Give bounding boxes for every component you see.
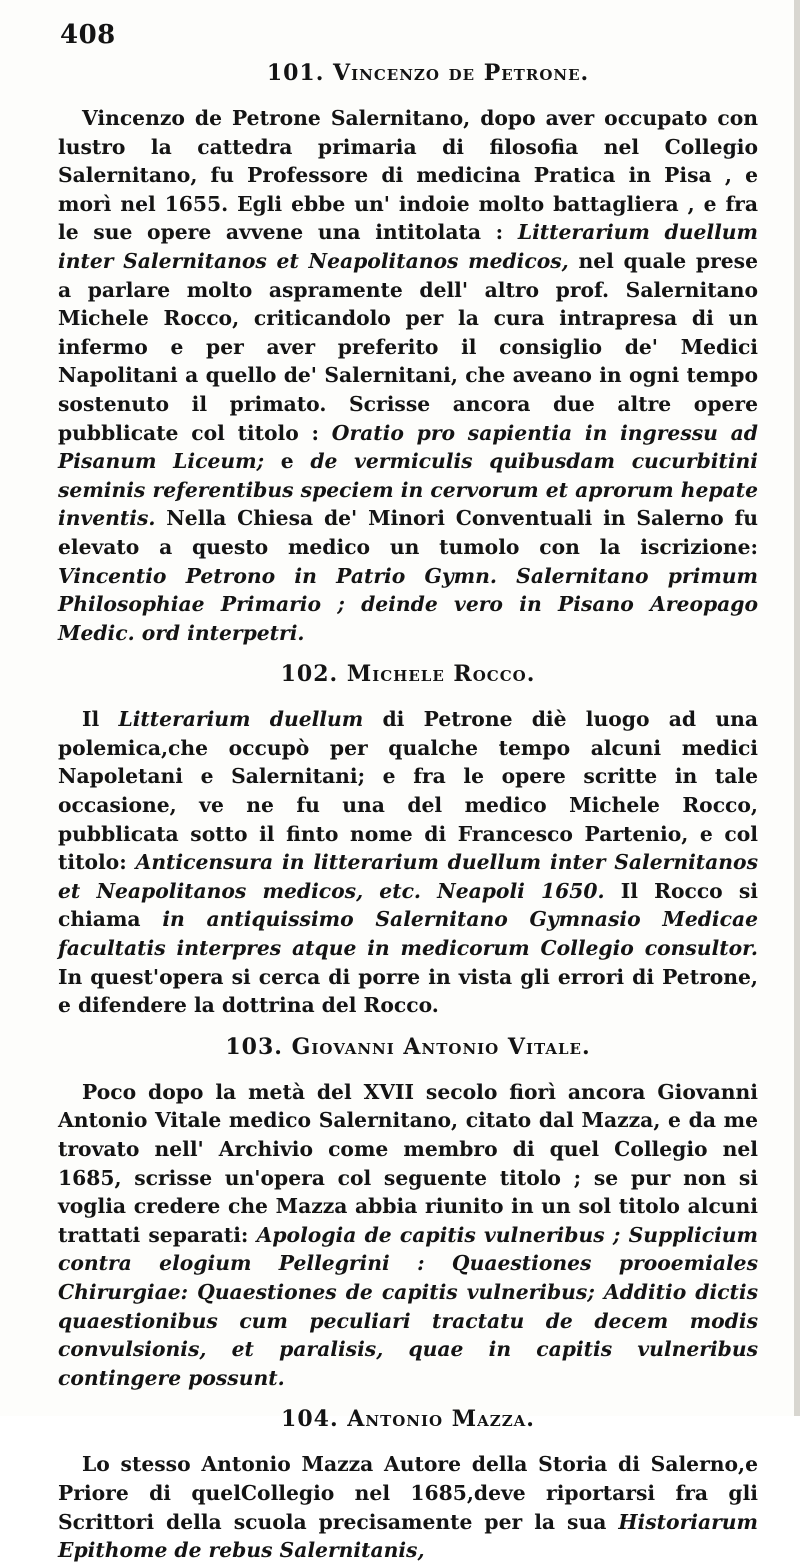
section-heading-102: 102. Michele Rocco. <box>280 661 536 688</box>
section-paragraph-102 <box>58 705 758 1020</box>
text-run: Lo stesso Antonio Mazza Autore della Storia di Salerno,e Priore di quelCollegio nel 1685,deve riportarsi fra gli Scrittori della scuola precisamente per la sua <box>58 1452 758 1534</box>
section-heading-104: 104. Antonio Mazza. <box>281 1406 535 1433</box>
section-paragraph-101 <box>58 104 758 647</box>
text-run: Poco dopo la metà del XVII secolo fiorì ancora Giovanni Antonio Vitale medico Salernitano, citato dal Mazza, e da me trovato nell' Archivio come membro di quel Collegio nel 1685, scrisse un'opera col seguente titolo ; se pur non si voglia credere che Mazza abbia riunito in un sol titolo alcuni trattati separati: <box>58 1079 758 1247</box>
text-run: e <box>264 449 311 474</box>
section-heading-103: 103. Giovanni Antonio Vitale. <box>225 1033 591 1060</box>
italic-title-run: Apologia de capitis vulneribus ; Supplicium contra elogium Pellegrini : Quaestiones prooemiales Chirurgiae: Quaestiones de capitis vulneribus; Additio dictis quaestionibus cum peculiari tractatu de decem modis convulsionis, et paralisis, quae in capitis vulneribus contingere possunt. <box>58 1222 758 1390</box>
text-run: Vincenzo de Petrone Salernitano, dopo aver occupato con lustro la cattedra primaria di filosofia nel Collegio Salernitano, fu Professore di medicina Pratica in Pisa , e morì nel 1655. Egli ebbe un' indoie molto battagliera , e fra le sue opere avvene una intitolata : <box>58 106 758 245</box>
text-run: Il Rocco si chiama <box>58 878 758 932</box>
italic-inscription-run: Vincentio Petrono in Patrio Gymn. Salernitano primum Philosophiae Primario ; deinde vero in Pisano Areopago Medic. ord interpetri. <box>58 563 758 645</box>
text-run: Nella Chiesa de' Minori Conventuali in Salerno fu elevato a questo medico un tumolo con la iscrizione: <box>58 506 758 559</box>
page-number: 408 <box>60 20 116 50</box>
italic-title-run: Litterarium duellum inter Salernitanos et Neapolitanos medicos, <box>58 220 758 273</box>
text-run: di Petrone diè luogo ad una polemica,che occupò per qualche tempo alcuni medici Napoletani e Salernitani; e fra le opere scritte in tale occasione, ve ne fu una del medico Michele Rocco, pubblicata sotto il finto nome di Francesco Partenio, e col titolo: <box>58 707 758 875</box>
section-paragraph-103 <box>58 1078 758 1393</box>
section-heading-101: 101. Vincenzo de Petrone. <box>266 60 590 86</box>
text-run: In quest'opera si cerca di porre in vista gli errori di Petrone, e difendere la dottrina del Rocco. <box>58 964 758 1018</box>
section-paragraph-104 <box>58 1450 758 1564</box>
italic-title-run: Anticensura in litterarium duellum inter Salernitanos et Neapolitanos medicos, etc. Neapoli 1650. <box>58 850 759 903</box>
text-run: Il <box>82 707 119 732</box>
italic-title-run: in antiquissimo Salernitano Gymnasio Medicae facultatis interpres atque in medicorum Collegio consultor. <box>58 907 758 961</box>
italic-title-run: Oratio pro sapientia in ingressu ad Pisanum Liceum; <box>58 420 758 474</box>
text-run: nel quale prese a parlare molto aspramente dell' altro prof. Salernitano Michele Rocco, criticandolo per la cura intrapresa di un infermo e per aver preferito il consiglio de' Medici Napolitani a quello de' Salernitani, che aveano in ogni tempo sostenuto il primato. Scrisse ancora due altre opere pubblicate col titolo : <box>58 248 758 445</box>
page-edge-shadow <box>794 0 800 1416</box>
italic-title-run: de vermiculis quibusdam cucurbitini seminis referentibus speciem in cervorum et aprorum hepate inventis. <box>58 449 758 531</box>
italic-title-run: Historiarum Epithome de rebus Salernitanis, <box>58 1509 758 1563</box>
italic-title-run: Litterarium duellum <box>118 707 364 732</box>
